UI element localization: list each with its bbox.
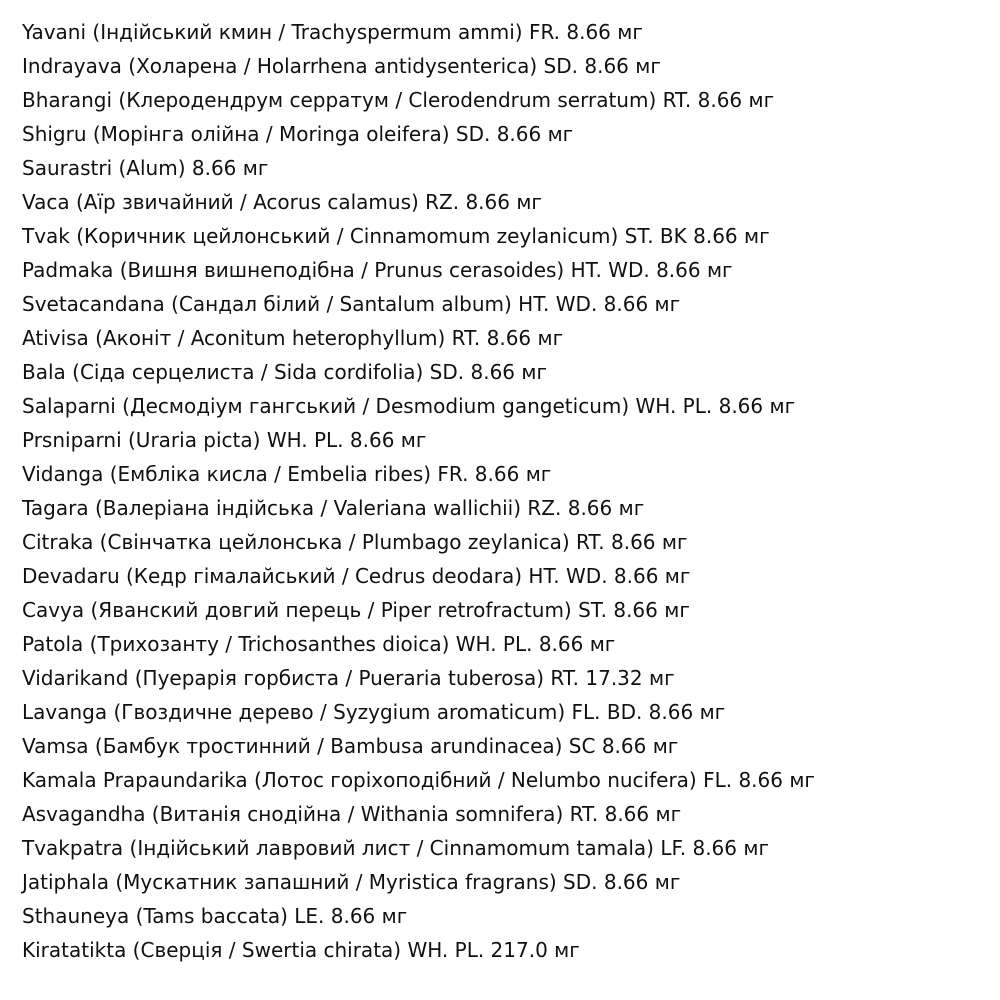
ingredient-list — [22, 15, 992, 967]
ingredient-line: Vidanga (Емблiка кисла / Embelia ribes) FR. 8.66 мг — [22, 462, 552, 486]
ingredient-line: Kamala Prapaundarika (Лотос горіхоподібний / Nelumbo nucifera) FL. 8.66 мг — [22, 768, 815, 792]
ingredient-line: Jatiphala (Мускатник запашний / Myristica fragrans) SD. 8.66 мг — [22, 870, 681, 894]
ingredient-line: Kiratatikta (Сверція / Swertia chirata) WH. PL. 217.0 мг — [22, 938, 580, 962]
ingredient-line: Tvakpatra (Індійський лавровий лист / Cinnamomum tamala) LF. 8.66 мг — [22, 836, 769, 860]
ingredient-line: Asvagandha (Витанія снодійна / Withania somnifera) RT. 8.66 мг — [22, 802, 682, 826]
ingredient-line: Tvak (Коричник цейлонський / Cinnamomum zeylanicum) ST. BK 8.66 мг — [22, 224, 770, 248]
ingredient-line: Vaca (Аїр звичайний / Acorus calamus) RZ. 8.66 мг — [22, 190, 542, 214]
ingredient-line: Bala (Сіда серцелиста / Sida cordifolia) SD. 8.66 мг — [22, 360, 547, 384]
ingredient-line: Ativisa (Аконіт / Aconitum heterophyllum) RT. 8.66 мг — [22, 326, 564, 350]
ingredient-line: Salaparni (Десмодіум гангський / Desmodium gangeticum) WH. PL. 8.66 мг — [22, 394, 796, 418]
ingredient-line: Vamsa (Бамбук тростинний / Bambusa arundinacea) SC 8.66 мг — [22, 734, 679, 758]
ingredient-line: Sthauneya (Tams baccata) LE. 8.66 мг — [22, 904, 408, 928]
ingredient-line: Vidarikand (Пуерарія горбиста / Pueraria tuberosa) RT. 17.32 мг — [22, 666, 675, 690]
ingredient-line: Devadaru (Кедр гімалайський / Cedrus deodara) HT. WD. 8.66 мг — [22, 564, 691, 588]
ingredient-line: Yavani (Індійський кмин / Trachyspermum ammi) FR. 8.66 мг — [22, 20, 643, 44]
ingredient-line: Prsniparni (Uraria picta) WH. PL. 8.66 мг — [22, 428, 427, 452]
ingredient-line: Cavya (Яванский довгий перець / Piper retrofractum) ST. 8.66 мг — [22, 598, 690, 622]
ingredient-line: Indrayava (Холарена / Holarrhena antidysenterica) SD. 8.66 мг — [22, 54, 661, 78]
ingredient-line: Lavanga (Гвоздичне дерево / Syzygium aromaticum) FL. BD. 8.66 мг — [22, 700, 726, 724]
ingredient-line: Padmaka (Вишня вишнеподібна / Prunus cerasoides) HT. WD. 8.66 мг — [22, 258, 733, 282]
ingredient-line: Tagara (Валеріана індійська / Valeriana wallichii) RZ. 8.66 мг — [22, 496, 645, 520]
ingredient-line: Patola (Трихозанту / Trichosanthes dioica) WH. PL. 8.66 мг — [22, 632, 616, 656]
ingredient-line: Bharangi (Клеродендрум серратум / Clerodendrum serratum) RT. 8.66 мг — [22, 88, 775, 112]
ingredient-line: Svetacandana (Сандал білий / Santalum album) HT. WD. 8.66 мг — [22, 292, 681, 316]
ingredient-line: Shigru (Морінга олійна / Moringa oleifera) SD. 8.66 мг — [22, 122, 574, 146]
ingredient-line: Saurastri (Alum) 8.66 мг — [22, 156, 269, 180]
ingredient-line: Citraka (Свінчатка цейлонська / Plumbago zeylanica) RT. 8.66 мг — [22, 530, 688, 554]
